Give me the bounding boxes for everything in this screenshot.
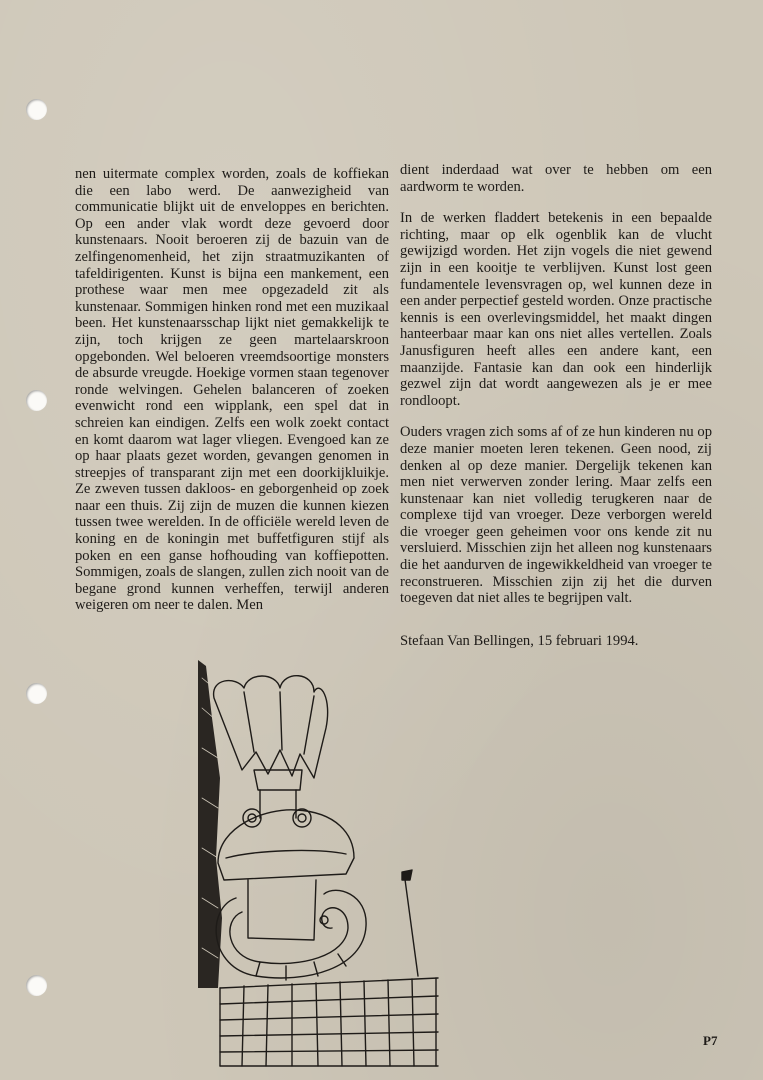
right-column-paragraph-1: dient inderdaad wat over te hebben om een aardworm te worden. xyxy=(400,162,712,195)
author-signature-line: Stefaan Van Bellingen, 15 februari 1994. xyxy=(400,632,639,649)
left-text-column xyxy=(75,166,389,614)
page-number: P7 xyxy=(703,1033,718,1048)
binder-hole-2 xyxy=(26,390,47,411)
right-text-column xyxy=(400,162,712,649)
right-column-paragraph-3: Ouders vragen zich soms af of ze hun kinderen nu op deze manier moeten leren tekenen. Geen nood, zij denken al op deze manier. Dergelijk tekenen kan men niet verwerven zonder lering. Maar zelfs een kunstenaar kan niet volledig terugkeren naar de complexe tijd van vroeger. Deze verborgen wereld die vroeger geen geheimen voor ons kende zit nu versluierd. Misschien zijn het alleen nog kunstenaars die het aandurven de ingewikkeldheid van vroeger te reconstrueren. Misschien zijn zij het die durven toegeven dat niet alles te begrijpen valt. xyxy=(400,424,712,607)
binder-hole-3 xyxy=(26,683,47,704)
right-column-paragraph-2: In de werken fladdert betekenis in een bepaalde richting, maar op elk ogenblik kan de vlucht gewijzigd worden. Het zijn vogels die niet gewend zijn in een kooitje te verblijven. Kunst lost geen fundamentele levensvragen op, wel kunnen deze in een ander perpectief gesteld worden. Onze practische kennis is een overlevingsmiddel, het maakt dingen hanteerbaar maar kan ons niet alles vertellen. Zoals Janusfiguren heeft alles een andere kant, een maanzijde. Fantasie kan dan ook een hinderlijk gezwel zijn dat wordt aangewezen als je er mee rondloopt. xyxy=(400,210,712,409)
binder-hole-1 xyxy=(26,99,47,120)
left-column-paragraph: nen uitermate complex worden, zoals de koffiekan die een labo werd. De aanwezigheid van communicatie blijkt uit de enveloppes en berichten. Op een ander vlak wordt deze gevoerd door kunstenaars. Nooit beroeren zij de bazuin van de zelfingenomenheid, het zijn straatmuzikanten of tafeldirigenten. Kunst is bijna een mankement, een prothese waar men mee opgezadeld zit als kunstenaar. Sommigen hinken rond met een muzikaal been. Het kunstenaarsschap lijkt niet gemakkelijk te zijn, toch krijgen ze geen martelaarskroon opgebonden. Wel beloeren vreemdsoortige monsters de absurde vreugde. Hoekige vormen staan tegenover ronde welvingen. Gehelen balanceren of zoeken evenwicht rond een wipplank, een spel dat in schreien kan eindigen. Zelfs een wolk zoekt contact en komt daarom wat lager vliegen. Evengoed kan ze op haar plaats gezet worden, gevangen genomen in streepjes of transparant zijn met een doorkijkluikje. Ze zweven tussen dakloos- en geborgenheid op zoek naar een thuis. Zij zijn de muzen die kunnen kiezen tussen twee werelden. In de officiële wereld leven de koning en de koningin met buffetfiguren stijf als poken en een ganse hofhouding van koffiepotten. Sommigen, zoals de slangen, zullen zich nooit van de begane grond kunnen verheffen, terwijl anderen weigeren om neer te dalen. Men xyxy=(75,166,389,614)
binder-hole-4 xyxy=(26,975,47,996)
ink-drawing-illustration xyxy=(196,658,441,1068)
